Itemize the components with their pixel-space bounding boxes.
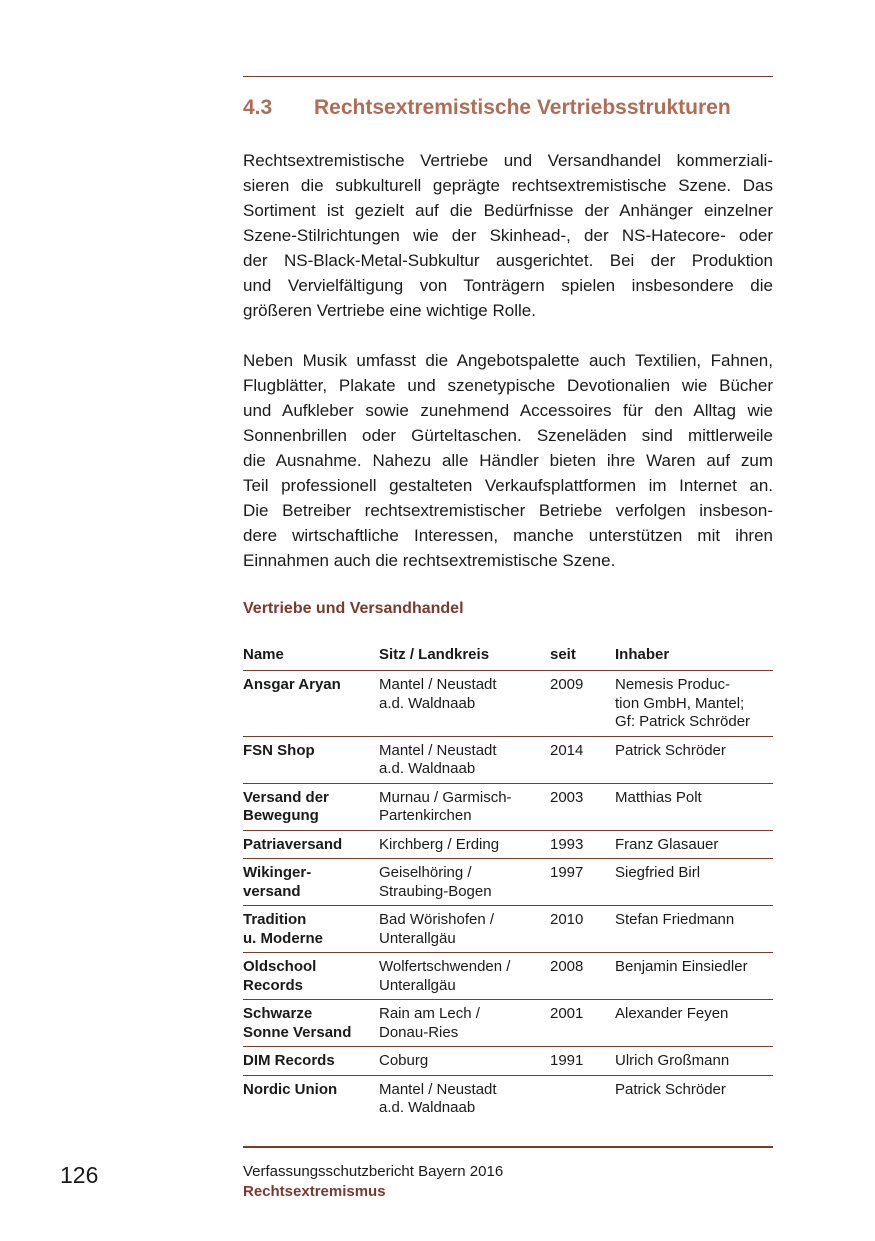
column-header-since: seit (550, 643, 615, 671)
table-row (243, 953, 773, 1000)
cell-since (550, 830, 615, 859)
paragraph-line: und Vervielfältigung von Tonträgern spielen insbesondere die (243, 276, 773, 295)
table-row (243, 1075, 773, 1122)
cell-line: Patrick Schröder (615, 741, 726, 759)
cell-line: Unterallgäu (379, 929, 456, 947)
cell-line: 1991 (550, 1052, 584, 1069)
cell-name (243, 1075, 379, 1122)
table-title: Vertriebe und Versandhandel (243, 600, 464, 617)
page-number: 126 (60, 1162, 99, 1188)
column-header-name: Name (243, 643, 379, 671)
cell-line: Patrick Schröder (615, 1080, 726, 1098)
cell-owner (615, 736, 773, 783)
cell-line: Donau-Ries (379, 1023, 459, 1041)
paragraph-line: Teil professionell gestalteten Verkaufsplattformen im Internet an. (243, 476, 773, 495)
cell-name (243, 859, 379, 906)
cell-location (379, 736, 550, 783)
cell-owner (615, 783, 773, 830)
paragraph-line: und Aufkleber sowie zunehmend Accessoires für den Alltag wie (243, 401, 773, 420)
cell-since (550, 906, 615, 953)
table-row (243, 906, 773, 953)
cell-line: 2014 (550, 741, 584, 759)
cell-line: Geiselhöring / (379, 864, 472, 881)
paragraph-line: Einnahmen auch die rechtsextremistische Szene. (243, 551, 616, 570)
cell-since (550, 671, 615, 737)
cell-line: Mantel / Neustadt (379, 1080, 497, 1098)
cell-line: 2001 (550, 1005, 584, 1022)
cell-line: Nemesis Produc- (615, 676, 731, 693)
cell-location (379, 1075, 550, 1122)
cell-line: Benjamin Einsiedler (615, 958, 748, 975)
cell-location (379, 1047, 550, 1076)
cell-line: u. Moderne (243, 929, 324, 947)
paragraph-line: sieren die subkulturell geprägte rechtsextremistische Szene. Das (243, 176, 773, 195)
cell-name (243, 1047, 379, 1076)
cell-line: 1997 (550, 864, 584, 881)
cell-line: 2008 (550, 958, 584, 975)
paragraph-line: Flugblätter, Plakate und szenetypische Devotionalien wie Bücher (243, 376, 773, 395)
cell-line: Gf: Patrick Schröder (615, 713, 751, 730)
cell-line: versand (243, 882, 301, 900)
cell-since (550, 1000, 615, 1047)
paragraph-line: der NS-Black-Metal-Subkultur ausgerichtet. Bei der Produktion (243, 251, 773, 270)
cell-name (243, 953, 379, 1000)
cell-line: Bad Wörishofen / (379, 911, 495, 928)
cell-line: Versand der (243, 788, 329, 806)
cell-line: 2003 (550, 788, 584, 806)
cell-name (243, 671, 379, 737)
cell-line: Bewegung (243, 807, 319, 824)
cell-line: Murnau / Garmisch- (379, 788, 512, 806)
paragraph-line: Die Betreiber rechtsextremistischer Betriebe verfolgen insbeson- (243, 501, 773, 520)
cell-line: Stefan Friedmann (615, 911, 735, 928)
cell-line: Oldschool (243, 958, 317, 975)
cell-line: Coburg (379, 1052, 429, 1069)
cell-since (550, 1047, 615, 1076)
column-header-owner: Inhaber (615, 643, 773, 671)
cell-line: Straubing-Bogen (379, 882, 492, 900)
section-number: 4.3 (243, 96, 273, 119)
cell-owner (615, 953, 773, 1000)
bottom-divider (243, 1146, 773, 1148)
cell-name (243, 830, 379, 859)
cell-line: Alexander Feyen (615, 1005, 729, 1022)
table-row (243, 671, 773, 737)
cell-line: Sonne Versand (243, 1023, 352, 1041)
section-heading (243, 96, 783, 120)
cell-location (379, 953, 550, 1000)
cell-line: 1993 (550, 835, 584, 853)
cell-since (550, 1075, 615, 1122)
cell-line: Nordic Union (243, 1080, 338, 1098)
cell-line: Ulrich Großmann (615, 1052, 730, 1069)
cell-line: Matthias Polt (615, 788, 702, 806)
cell-line: a.d. Waldnaab (379, 1099, 476, 1116)
top-divider (243, 76, 773, 77)
cell-line: Rain am Lech / (379, 1005, 480, 1022)
cell-line: Wolfertschwenden / (379, 958, 511, 975)
table-row (243, 830, 773, 859)
cell-since (550, 783, 615, 830)
cell-location (379, 671, 550, 737)
cell-owner (615, 906, 773, 953)
cell-location (379, 906, 550, 953)
cell-since (550, 859, 615, 906)
table-row (243, 1047, 773, 1076)
table-row (243, 1000, 773, 1047)
section-title: Rechtsextremistische Vertriebsstrukturen (314, 96, 731, 119)
paragraph-line: Neben Musik umfasst die Angebotspalette auch Textilien, Fahnen, (243, 351, 773, 370)
cell-line: Franz Glasauer (615, 835, 719, 853)
cell-line: Wikinger- (243, 864, 312, 881)
footer-publication: Verfassungsschutzbericht Bayern 2016 (243, 1163, 504, 1180)
cell-name (243, 783, 379, 830)
cell-owner (615, 1075, 773, 1122)
cell-line: Unterallgäu (379, 976, 456, 994)
cell-line: tion GmbH, Mantel; (615, 694, 745, 712)
cell-name (243, 906, 379, 953)
cell-line: Tradition (243, 911, 307, 928)
cell-since (550, 736, 615, 783)
cell-owner (615, 859, 773, 906)
cell-line: Kirchberg / Erding (379, 835, 500, 853)
cell-line: DIM Records (243, 1052, 335, 1069)
cell-line: Partenkirchen (379, 807, 472, 824)
cell-line: Siegfried Birl (615, 864, 701, 881)
paragraph-2 (243, 348, 773, 573)
paragraph-line: dere wirtschaftliche Interessen, manche unterstützen mit ihren (243, 526, 773, 545)
cell-line: Mantel / Neustadt (379, 676, 497, 693)
cell-location (379, 1000, 550, 1047)
paragraph-line: die Ausnahme. Nahezu alle Händler bieten ihre Waren auf zum (243, 451, 773, 470)
table-row (243, 783, 773, 830)
cell-line: Patriaversand (243, 835, 343, 853)
table-body (243, 671, 773, 1122)
paragraph-line: Szene-Stilrichtungen wie der Skinhead-, der NS-Hatecore- oder (243, 226, 773, 245)
cell-line: FSN Shop (243, 741, 315, 759)
cell-line: a.d. Waldnaab (379, 760, 476, 777)
cell-line: 2009 (550, 676, 584, 693)
cell-line: Schwarze (243, 1005, 313, 1022)
table-row (243, 859, 773, 906)
paragraph-line: Rechtsextremistische Vertriebe und Versandhandel kommerziali- (243, 151, 773, 170)
paragraph-line: Sortiment ist gezielt auf die Bedürfnisse der Anhänger einzelner (243, 201, 773, 220)
paragraph-line: größeren Vertriebe eine wichtige Rolle. (243, 301, 536, 320)
cell-owner (615, 830, 773, 859)
footer-chapter: Rechtsextremismus (243, 1183, 386, 1200)
cell-name (243, 1000, 379, 1047)
cell-location (379, 830, 550, 859)
distributors-table (243, 643, 773, 1122)
paragraph-line: Sonnenbrillen oder Gürteltaschen. Szeneläden sind mittlerweile (243, 426, 773, 445)
cell-line: Records (243, 976, 304, 994)
cell-line: a.d. Waldnaab (379, 694, 476, 712)
cell-location (379, 859, 550, 906)
table-row (243, 736, 773, 783)
paragraph-1 (243, 148, 773, 323)
cell-owner (615, 1047, 773, 1076)
cell-owner (615, 671, 773, 737)
cell-name (243, 736, 379, 783)
cell-line: 2010 (550, 911, 584, 928)
cell-line: Ansgar Aryan (243, 676, 341, 693)
cell-owner (615, 1000, 773, 1047)
cell-since (550, 953, 615, 1000)
cell-line: Mantel / Neustadt (379, 741, 497, 759)
table-header-row (243, 643, 773, 671)
column-header-location: Sitz / Landkreis (379, 643, 550, 671)
cell-location (379, 783, 550, 830)
